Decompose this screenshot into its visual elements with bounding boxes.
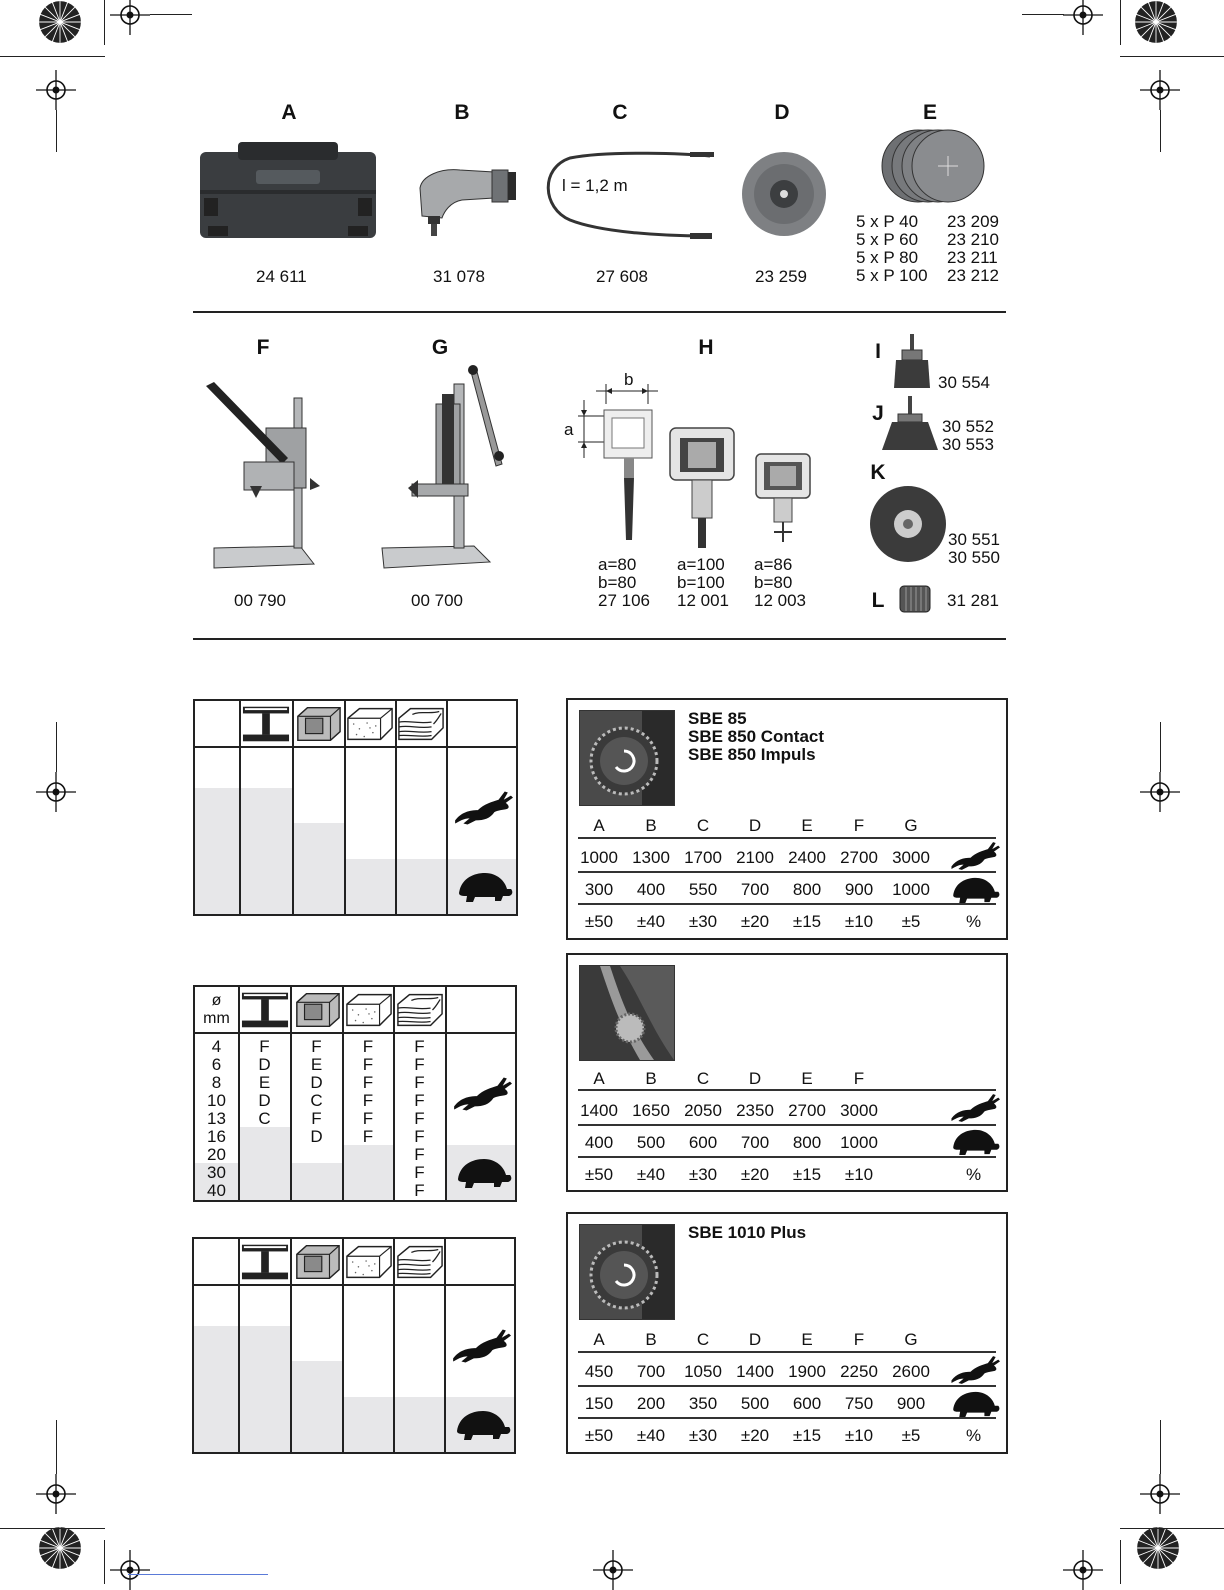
min-speed-row xyxy=(573,880,937,900)
dial-letter: D xyxy=(748,816,762,835)
turtle-slow-icon xyxy=(452,1155,512,1191)
dial-letter: E xyxy=(801,1069,813,1088)
min-rpm: 600 xyxy=(688,1133,718,1152)
min-rpm: 500 xyxy=(636,1133,666,1152)
setting-letter: F xyxy=(414,1091,425,1110)
diameter-value: 10 xyxy=(207,1091,226,1110)
max-rpm: 3000 xyxy=(892,848,930,867)
crosshair-icon xyxy=(36,70,76,110)
setting-letter: F xyxy=(311,1037,322,1056)
concrete-block-icon xyxy=(345,1242,393,1282)
speed-dial-photo xyxy=(579,710,675,806)
min-rpm: 500 xyxy=(740,1394,770,1413)
max-rpm: 1900 xyxy=(788,1362,826,1381)
trim-line xyxy=(1120,0,1121,45)
tolerance-value: ±30 xyxy=(688,912,718,931)
dial-setting-row xyxy=(573,816,937,836)
min-rpm: 700 xyxy=(740,880,770,899)
wood-icon xyxy=(396,1242,444,1282)
diameter-symbol: ø xyxy=(211,992,222,1009)
max-rpm: 1400 xyxy=(736,1362,774,1381)
grit-label: 5 x P 40 xyxy=(856,212,919,231)
diameter-value: 20 xyxy=(207,1145,226,1164)
angle-drive-image xyxy=(410,158,520,238)
percent-unit: % xyxy=(966,1426,982,1445)
item-letter-a: A xyxy=(281,101,297,124)
tolerance-value: ±10 xyxy=(844,1426,874,1445)
min-rpm: 600 xyxy=(792,1394,822,1413)
max-rpm: 2050 xyxy=(684,1101,722,1120)
setting-letter: F xyxy=(362,1037,374,1056)
trim-line xyxy=(1120,56,1224,57)
metal-tube-icon xyxy=(293,1242,341,1282)
setting-letter: F xyxy=(414,1055,425,1074)
vise-a: a=100 xyxy=(677,555,725,574)
min-rpm: 900 xyxy=(844,880,874,899)
vise-a: a=86 xyxy=(754,555,793,574)
vise-b: b=80 xyxy=(754,573,793,592)
setting-letter: F xyxy=(414,1109,425,1128)
crosshair-icon xyxy=(1140,1474,1180,1514)
speed-dial-photo xyxy=(579,1224,675,1320)
hare-fast-icon xyxy=(449,1327,511,1365)
steel-beam-icon xyxy=(241,1242,289,1282)
dial-letter: F xyxy=(853,816,865,835)
dial-letter: D xyxy=(748,1069,762,1088)
min-rpm: 550 xyxy=(688,880,718,899)
metal-tube-icon xyxy=(294,704,342,744)
concrete-block-icon xyxy=(346,704,394,744)
tolerance-value: ±30 xyxy=(688,1426,718,1445)
grit-code: 23 211 xyxy=(947,248,998,267)
percent-unit: % xyxy=(966,1165,982,1184)
item-letter-l: L xyxy=(871,589,885,612)
hare-fast-icon xyxy=(948,1354,1000,1386)
grit-label: 5 x P 60 xyxy=(856,230,919,249)
max-rpm: 450 xyxy=(584,1362,614,1381)
code-b: 31 078 xyxy=(433,267,485,286)
vise-a: a=80 xyxy=(598,555,637,574)
material-speed-table-3 xyxy=(192,1237,516,1454)
tolerance-value: ±10 xyxy=(844,912,874,931)
grit-code: 23 210 xyxy=(947,230,999,249)
setting-letter: D xyxy=(258,1055,271,1074)
dial-letter: E xyxy=(801,1330,813,1349)
code-a: 24 611 xyxy=(256,267,307,286)
dial-setting-row xyxy=(573,1330,937,1350)
speed-dial-box-sbe85 xyxy=(566,698,1008,940)
vise-b: b=80 xyxy=(598,573,637,592)
dial-letter: C xyxy=(696,816,710,835)
diameter-value: 40 xyxy=(207,1181,226,1200)
code-j: 30 552 xyxy=(942,417,994,436)
min-rpm: 400 xyxy=(584,1133,614,1152)
min-rpm: 150 xyxy=(584,1394,614,1413)
max-rpm: 2250 xyxy=(840,1362,878,1381)
registration-mark-icon xyxy=(38,1526,82,1570)
model-name: SBE 1010 Plus xyxy=(688,1223,807,1242)
trim-line xyxy=(56,1420,57,1474)
trim-line xyxy=(150,14,192,15)
trim-line xyxy=(1120,1528,1224,1529)
turtle-slow-icon xyxy=(451,1407,511,1443)
min-rpm: 200 xyxy=(636,1394,666,1413)
tolerance-row xyxy=(573,912,937,932)
trim-line xyxy=(104,1540,105,1584)
model-name: SBE 850 Contact xyxy=(688,727,825,746)
min-speed-row xyxy=(573,1133,885,1153)
trim-line xyxy=(1120,1540,1121,1584)
min-speed-row xyxy=(573,1394,937,1414)
tolerance-value: ±50 xyxy=(584,1426,614,1445)
grit-code: 23 209 xyxy=(947,212,999,231)
link-underline xyxy=(128,1574,268,1575)
diameter-column xyxy=(195,1038,238,1200)
trim-line xyxy=(1022,14,1064,15)
grit-label: 5 x P 80 xyxy=(856,248,919,267)
crosshair-icon xyxy=(593,1550,633,1590)
tolerance-value: ±30 xyxy=(688,1165,718,1184)
code-f: 00 790 xyxy=(234,591,286,610)
setting-letter: F xyxy=(414,1127,425,1146)
turtle-slow-icon xyxy=(948,1388,1000,1420)
dial-letter: G xyxy=(904,816,918,835)
item-letter-g: G xyxy=(431,336,449,359)
tube-setting-column xyxy=(291,1038,342,1146)
tolerance-row xyxy=(573,1426,937,1446)
max-speed-row xyxy=(573,848,937,868)
drill-stand-f-image xyxy=(200,378,325,580)
trim-line xyxy=(0,1528,105,1529)
end-brush-image xyxy=(890,334,934,390)
diameter-value: 16 xyxy=(207,1127,226,1146)
registration-mark-icon xyxy=(1136,1526,1180,1570)
max-rpm: 1300 xyxy=(632,848,670,867)
min-rpm: 300 xyxy=(584,880,614,899)
max-rpm: 2600 xyxy=(892,1362,930,1381)
setting-letter: F xyxy=(414,1181,425,1200)
setting-letter: F xyxy=(259,1037,270,1056)
item-letter-d: D xyxy=(774,101,790,124)
min-rpm: 700 xyxy=(740,1133,770,1152)
grit-code: 23 212 xyxy=(947,266,999,285)
grit-label: 5 x P 100 xyxy=(856,266,928,285)
steel-beam-icon xyxy=(241,990,289,1030)
min-rpm: 800 xyxy=(792,880,822,899)
turtle-slow-icon xyxy=(453,869,513,905)
hare-fast-icon xyxy=(450,1075,512,1113)
shaft-length-note: l = 1,2 m xyxy=(562,176,628,195)
item-letter-k: K xyxy=(870,461,886,484)
concrete-block-icon xyxy=(345,990,393,1030)
code-i: 30 554 xyxy=(938,373,990,392)
crosshair-icon xyxy=(110,0,150,35)
item-letter-f: F xyxy=(256,336,270,359)
dial-letter: B xyxy=(645,1069,657,1088)
max-rpm: 2350 xyxy=(736,1101,774,1120)
trim-line xyxy=(104,0,105,45)
trim-line xyxy=(56,110,57,152)
crosshair-icon xyxy=(1063,0,1103,35)
speed-wheel-photo xyxy=(579,965,675,1061)
cup-brush-image xyxy=(878,396,942,454)
dial-letter: A xyxy=(593,1330,605,1349)
dial-letter: G xyxy=(904,1330,918,1349)
max-rpm: 2400 xyxy=(788,848,826,867)
tolerance-row xyxy=(573,1165,885,1185)
min-rpm: 1000 xyxy=(892,880,930,899)
code-d: 23 259 xyxy=(755,267,807,286)
tolerance-value: ±5 xyxy=(901,912,921,931)
item-letter-h: H xyxy=(698,336,714,359)
min-rpm: 350 xyxy=(688,1394,718,1413)
tolerance-value: ±40 xyxy=(636,1426,666,1445)
setting-letter: C xyxy=(310,1091,323,1110)
min-rpm: 800 xyxy=(792,1133,822,1152)
section-divider xyxy=(193,638,1006,640)
tolerance-value: ±20 xyxy=(740,912,770,931)
tolerance-value: ±10 xyxy=(844,1165,874,1184)
diameter-value: 30 xyxy=(207,1163,226,1182)
item-letter-c: C xyxy=(612,101,628,124)
speed-dial-box-2 xyxy=(566,953,1008,1192)
machine-vise-dimension-diagram xyxy=(576,378,676,548)
dim-b-label: b xyxy=(624,370,634,389)
min-rpm: 1000 xyxy=(840,1133,878,1152)
code-l: 31 281 xyxy=(947,591,999,610)
diameter-value: 4 xyxy=(211,1037,222,1056)
setting-letter: D xyxy=(310,1073,323,1092)
trim-line xyxy=(56,722,57,772)
hare-fast-icon xyxy=(948,1092,1000,1124)
registration-mark-icon xyxy=(1134,0,1178,44)
dial-letter: A xyxy=(593,1069,605,1088)
setting-letter: F xyxy=(414,1145,425,1164)
code-k: 30 551 xyxy=(948,530,1000,549)
vise-code: 12 003 xyxy=(754,591,806,610)
dial-setting-row xyxy=(573,1069,885,1089)
crosshair-icon xyxy=(36,1474,76,1514)
vise-code: 12 001 xyxy=(677,591,729,610)
tolerance-value: ±40 xyxy=(636,1165,666,1184)
diameter-value: 6 xyxy=(211,1055,222,1074)
dial-letter: B xyxy=(645,1330,657,1349)
code-g: 00 700 xyxy=(411,591,463,610)
metabox-case-image xyxy=(198,140,378,242)
setting-letter: F xyxy=(362,1073,374,1092)
setting-letter: F xyxy=(414,1037,425,1056)
machine-vise-small-image xyxy=(752,452,814,544)
adapter-image xyxy=(898,584,932,614)
setting-letter: F xyxy=(362,1055,374,1074)
dial-letter: F xyxy=(853,1069,865,1088)
wood-setting-column xyxy=(394,1038,445,1200)
vise-code: 27 106 xyxy=(598,591,650,610)
setting-letter: F xyxy=(362,1091,374,1110)
max-rpm: 1000 xyxy=(580,848,618,867)
max-rpm: 1700 xyxy=(684,848,722,867)
max-speed-row xyxy=(573,1101,885,1121)
trim-line xyxy=(1160,722,1161,772)
setting-letter: F xyxy=(362,1127,374,1146)
trim-line xyxy=(0,56,105,57)
machine-vise-image xyxy=(666,426,738,552)
max-speed-row xyxy=(573,1362,937,1382)
crosshair-icon xyxy=(36,772,76,812)
crosshair-icon xyxy=(1140,70,1180,110)
tolerance-value: ±20 xyxy=(740,1165,770,1184)
setting-letter: F xyxy=(311,1109,322,1128)
steel-setting-column xyxy=(239,1038,290,1128)
percent-unit: % xyxy=(966,912,982,931)
item-letter-j: J xyxy=(872,402,884,425)
vise-b: b=100 xyxy=(677,573,725,592)
max-rpm: 1050 xyxy=(684,1362,722,1381)
dial-letter: C xyxy=(696,1330,710,1349)
crosshair-icon xyxy=(1140,772,1180,812)
tolerance-value: ±20 xyxy=(740,1426,770,1445)
tolerance-value: ±50 xyxy=(584,912,614,931)
setting-letter: E xyxy=(258,1073,271,1092)
drill-diameter-speed-table xyxy=(193,985,517,1202)
setting-letter: F xyxy=(362,1109,374,1128)
code-j: 30 553 xyxy=(942,435,994,454)
dial-letter: F xyxy=(853,1330,865,1349)
item-letter-i: I xyxy=(875,340,881,363)
metal-tube-icon xyxy=(293,990,341,1030)
tolerance-value: ±5 xyxy=(901,1426,921,1445)
steel-beam-icon xyxy=(242,704,290,744)
max-rpm: 3000 xyxy=(840,1101,878,1120)
dim-a-label: a xyxy=(564,420,574,439)
setting-letter: D xyxy=(310,1127,323,1146)
max-rpm: 2100 xyxy=(736,848,774,867)
material-speed-table-1 xyxy=(193,699,518,916)
backing-pad-image xyxy=(740,150,828,238)
tolerance-value: ±40 xyxy=(636,912,666,931)
wood-icon xyxy=(396,990,444,1030)
hare-fast-icon xyxy=(451,789,513,827)
setting-letter: C xyxy=(258,1109,271,1128)
dial-letter: C xyxy=(696,1069,710,1088)
sanding-discs-image xyxy=(876,128,988,204)
model-name: SBE 85 xyxy=(688,709,747,728)
turtle-slow-icon xyxy=(948,1126,1000,1158)
code-c: 27 608 xyxy=(596,267,648,286)
turtle-slow-icon xyxy=(948,874,1000,906)
setting-letter: F xyxy=(414,1163,425,1182)
trim-line xyxy=(1160,110,1161,152)
flexible-shaft-image xyxy=(540,148,716,244)
min-rpm: 400 xyxy=(636,880,666,899)
item-letter-e: E xyxy=(922,101,937,124)
setting-letter: D xyxy=(258,1091,271,1110)
max-rpm: 1400 xyxy=(580,1101,618,1120)
item-letter-b: B xyxy=(454,101,470,124)
max-rpm: 1650 xyxy=(632,1101,670,1120)
trim-line xyxy=(1160,1420,1161,1474)
min-rpm: 900 xyxy=(896,1394,926,1413)
setting-letter: E xyxy=(310,1055,323,1074)
tolerance-value: ±50 xyxy=(584,1165,614,1184)
dial-letter: A xyxy=(593,816,605,835)
max-rpm: 700 xyxy=(636,1362,666,1381)
code-k: 30 550 xyxy=(948,548,1000,567)
dial-letter: B xyxy=(645,816,657,835)
unit-mm: mm xyxy=(203,1010,230,1027)
tolerance-value: ±15 xyxy=(792,1165,822,1184)
registration-mark-icon xyxy=(38,0,82,44)
dial-letter: E xyxy=(801,816,813,835)
diameter-value: 8 xyxy=(211,1073,222,1092)
drill-stand-g-image xyxy=(378,364,508,578)
dial-letter: D xyxy=(748,1330,762,1349)
tolerance-value: ±15 xyxy=(792,912,822,931)
min-rpm: 750 xyxy=(844,1394,874,1413)
wheel-brush-image xyxy=(868,484,948,564)
setting-letter: F xyxy=(414,1073,425,1092)
max-rpm: 2700 xyxy=(840,848,878,867)
diameter-value: 13 xyxy=(207,1109,226,1128)
hare-fast-icon xyxy=(948,840,1000,872)
wood-icon xyxy=(397,704,445,744)
tolerance-value: ±15 xyxy=(792,1426,822,1445)
crosshair-icon xyxy=(110,1550,150,1590)
crosshair-icon xyxy=(1063,1550,1103,1590)
model-name: SBE 850 Impuls xyxy=(688,745,816,764)
section-divider xyxy=(193,311,1006,313)
speed-dial-box-sbe1010 xyxy=(566,1212,1008,1454)
concrete-setting-column xyxy=(343,1038,393,1146)
max-rpm: 2700 xyxy=(788,1101,826,1120)
